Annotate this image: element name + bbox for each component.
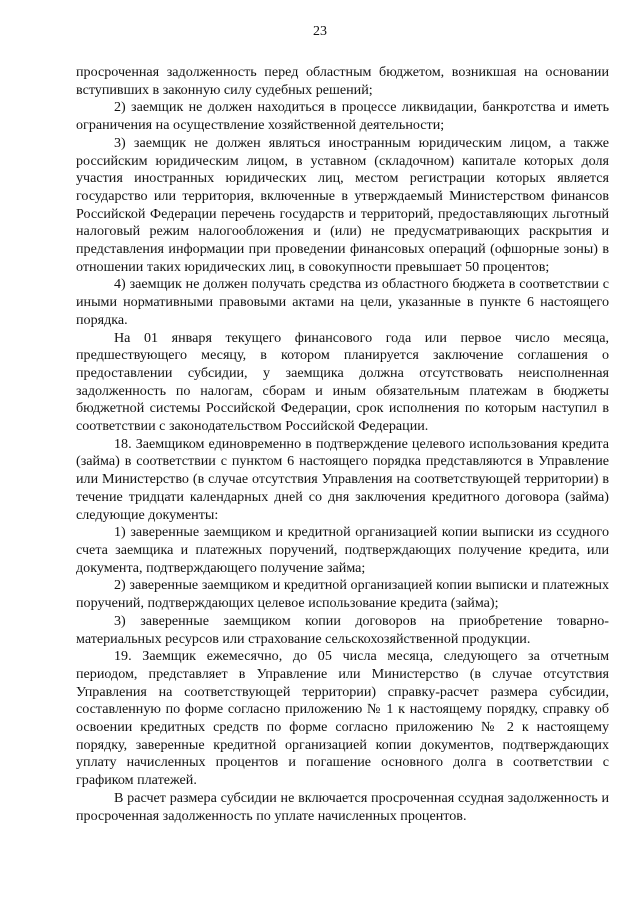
page-number: 23 (313, 24, 327, 39)
paragraph-clause-18-item-3: 3) заверенные заемщиком копии договоров на приобретение товарно-материальных ресурсов или страхование сельскохозяйственной продукции. (76, 612, 609, 647)
paragraph-item-2: 2) заемщик не должен находиться в процессе ликвидации, банкротства и иметь ограничения на осуществление хозяйственной деятельности; (76, 99, 609, 134)
document-body (76, 64, 609, 825)
paragraph-item-3: 3) заемщик не должен являться иностранным юридическим лицом, а также российским юридическим лицом, в уставном (складочном) капитале которых доля участия иностранных юридических лиц, местом регистрации которых является государство или территория, включенные в утверждаемый Министерством финансов Российской Федерации перечень государств и территорий, предоставляющих льготный налоговый режим налогообложения и (или) не предусматривающих раскрытия и представления информации при проведении финансовых операций (офшорные зоны) в отношении таких юридических лиц, в совокупности превышает 50 процентов; (76, 134, 609, 275)
paragraph-clause-18-item-2: 2) заверенные заемщиком и кредитной организацией копии выписки и платежных поручений, подтверждающих целевое использование кредита (займа); (76, 577, 609, 612)
paragraph-item-4: 4) заемщик не должен получать средства из областного бюджета в соответствии с иными нормативными правовыми актами на цели, указанные в пункте 6 настоящего порядка. (76, 276, 609, 328)
paragraph-exclusions: В расчет размера субсидии не включается просроченная ссудная задолженность и просроченная задолженность по уплате начисленных процентов. (76, 789, 609, 824)
paragraph-clause-18: 18. Заемщиком единовременно в подтверждение целевого использования кредита (займа) в соответствии с пунктом 6 настоящего порядка представляются в Управление или Министерство (в случае отсутствия Управления на соответствующей территории) в течение тридцати календарных дней со дня заключения кредитного договора (займа) следующие документы: (76, 435, 609, 523)
paragraph-tax-debt: На 01 января текущего финансового года или первое число месяца, предшествующего месяцу, в котором планируется заключение соглашения о предоставлении субсидии, у заемщика должна отсутствовать неисполненная задолженность по налогам, сборам и иным обязательным платежам в бюджеты бюджетной системы Российской Федерации, срок исполнения по которым наступил в соответствии с законодательством Российской Федерации. (76, 329, 609, 435)
paragraph-clause-18-item-1: 1) заверенные заемщиком и кредитной организацией копии выписки из ссудного счета заемщика и платежных поручений, подтверждающих получение кредита, или документа, подтверждающего получение займа; (76, 524, 609, 576)
paragraph-clause-19: 19. Заемщик ежемесячно, до 05 числа месяца, следующего за отчетным периодом, представляет в Управление или Министерство (в случае отсутствия Управления на соответствующей территории) справку-расчет размера субсидии, составленную по форме согласно приложению № 1 к настоящему порядку, справку об освоении кредитных средств по форме согласно приложению № 2 к настоящему порядку, заверенные кредитной организацией копии документов, подтверждающих уплату начисленных процентов и погашение основного долга в соответствии с графиком платежей. (76, 648, 609, 789)
paragraph-continuation: просроченная задолженность перед областным бюджетом, возникшая на основании вступивших в законную силу судебных решений; (76, 64, 609, 98)
